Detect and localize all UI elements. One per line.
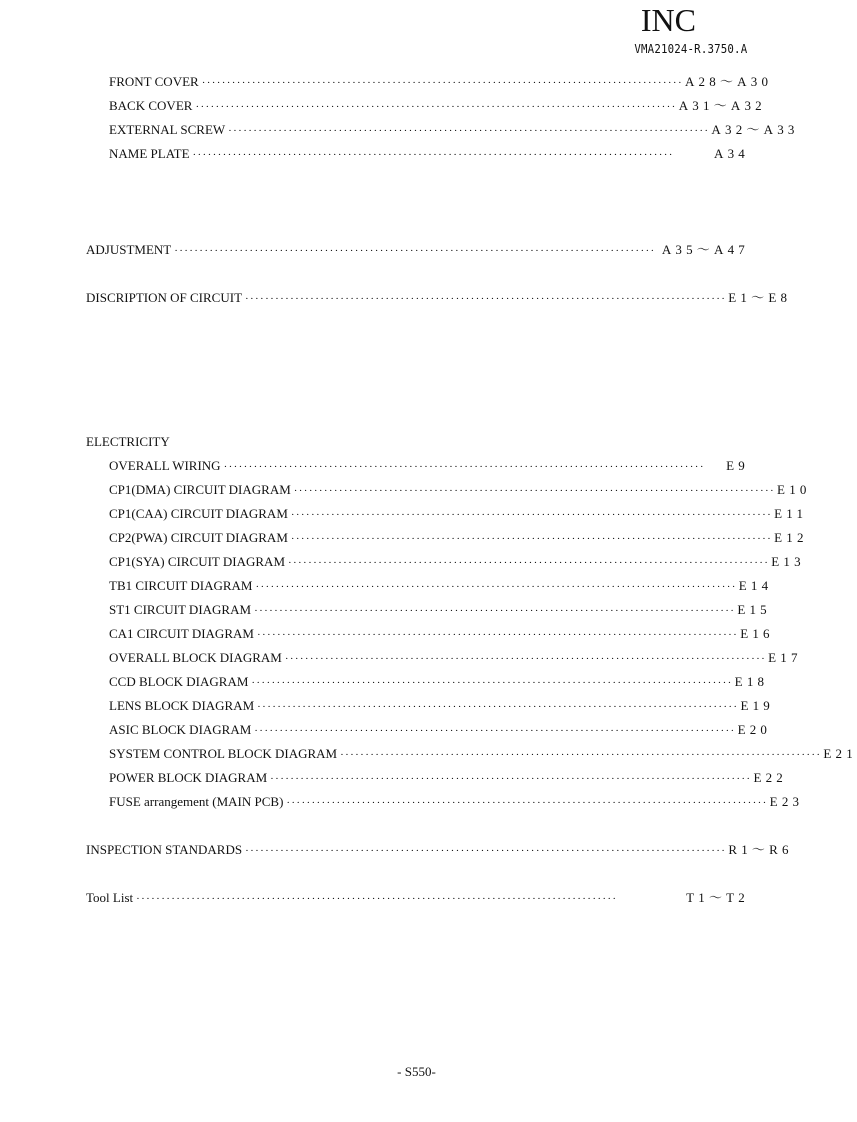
toc-entry[interactable]	[109, 792, 804, 812]
toc-leader-dots: ································································································	[245, 293, 727, 305]
toc-entry-page: E23	[769, 794, 804, 809]
toc-entry-label: SYSTEM CONTROL BLOCK DIAGRAM	[109, 746, 338, 761]
toc-leader-dots: ································································································	[340, 749, 822, 761]
toc-entry-label: CP2(PWA) CIRCUIT DIAGRAM	[109, 530, 288, 545]
toc-entry[interactable]	[109, 768, 787, 788]
toc-entry[interactable]	[109, 624, 774, 644]
toc-entry-page: E21	[823, 746, 857, 761]
toc-leader-dots: ································································································	[245, 845, 727, 857]
toc-entry[interactable]	[109, 648, 802, 668]
toc-entry-page: R1～R6	[728, 842, 793, 857]
toc-entry[interactable]	[109, 144, 749, 164]
toc-entry-page: E19	[740, 698, 774, 713]
toc-entry-label: CCD BLOCK DIAGRAM	[109, 674, 249, 689]
toc-entry-label: FUSE arrangement (MAIN PCB)	[109, 794, 284, 809]
toc-entry[interactable]	[109, 480, 811, 500]
toc-entry-page: A35～A47	[661, 242, 749, 257]
toc-entry-label: CP1(CAA) CIRCUIT DIAGRAM	[109, 506, 288, 521]
toc-entry[interactable]	[109, 696, 774, 716]
toc-entry-label: CA1 CIRCUIT DIAGRAM	[109, 626, 254, 641]
toc-entry-page: E11	[774, 506, 808, 521]
toc-entry-label: LENS BLOCK DIAGRAM	[109, 698, 255, 713]
toc-leader-dots: ································································································	[195, 101, 677, 113]
toc-leader-dots: ································································································	[136, 893, 618, 905]
toc-entry[interactable]	[109, 96, 766, 116]
toc-entry-page: E12	[774, 530, 808, 545]
toc-entry-page: A31～A32	[678, 98, 766, 113]
toc-leader-dots: ································································································	[228, 125, 710, 137]
toc-entry-page: E15	[737, 602, 771, 617]
toc-leader-dots: ································································································	[255, 581, 737, 593]
toc-leader-dots: ································································································	[256, 629, 739, 641]
toc-entry[interactable]	[109, 720, 772, 740]
toc-entry-page: A34	[714, 146, 749, 161]
toc-entry-label: Tool List	[86, 890, 134, 905]
toc-leader-dots: ································································································	[192, 149, 674, 161]
toc-entry[interactable]	[109, 672, 769, 692]
toc-entry-label: POWER BLOCK DIAGRAM	[109, 770, 268, 785]
toc-entry[interactable]	[109, 504, 808, 524]
toc-entry-adjustment[interactable]	[86, 240, 749, 260]
toc-entry-page: E20	[737, 722, 772, 737]
toc-leader-dots: ································································································	[174, 245, 656, 257]
toc-entry-label: DISCRIPTION OF CIRCUIT	[86, 290, 243, 305]
toc-entry-label: ST1 CIRCUIT DIAGRAM	[109, 602, 252, 617]
toc-leader-dots: ································································································	[290, 533, 773, 545]
toc-entry-page: E16	[740, 626, 774, 641]
header-company: INC	[640, 2, 696, 38]
toc-entry-page: E14	[738, 578, 773, 593]
toc-entry-label: FRONT COVER	[109, 74, 199, 89]
toc-entry-label: CP1(DMA) CIRCUIT DIAGRAM	[109, 482, 291, 497]
toc-leader-dots: ································································································	[284, 653, 767, 665]
toc-entry-label: INSPECTION STANDARDS	[86, 842, 243, 857]
toc-entry-page: E22	[753, 770, 787, 785]
toc-leader-dots: ································································································	[288, 557, 770, 569]
toc-entry-label: OVERALL BLOCK DIAGRAM	[109, 650, 282, 665]
toc-entry-page: E1～E8	[728, 290, 792, 305]
toc-entry-label: NAME PLATE	[109, 146, 190, 161]
toc-leader-dots: ································································································	[286, 797, 768, 809]
toc-entry-label: TB1 CIRCUIT DIAGRAM	[109, 578, 253, 593]
header-doc-number: VMA21024-R.3750.A	[634, 41, 747, 56]
toc-leader-dots: ································································································	[270, 773, 752, 785]
section-heading-electricity: ELECTRICITY	[86, 434, 170, 449]
toc-entry[interactable]	[109, 600, 771, 620]
toc-entry[interactable]	[109, 456, 749, 476]
toc-leader-dots: ································································································	[251, 677, 733, 689]
footer	[0, 1064, 793, 1080]
toc-entry-label: OVERALL WIRING	[109, 458, 221, 473]
toc-leader-dots: ································································································	[254, 605, 736, 617]
toc-entry-label: ASIC BLOCK DIAGRAM	[109, 722, 252, 737]
toc-entry[interactable]	[109, 120, 799, 140]
toc-entry-label: BACK COVER	[109, 98, 193, 113]
toc-entry-page: A32～A33	[711, 122, 799, 137]
toc-entry-tool-list[interactable]	[86, 888, 749, 908]
toc-entry-page: E17	[768, 650, 802, 665]
toc-entry-label: ADJUSTMENT	[86, 242, 172, 257]
toc-entry[interactable]	[109, 552, 805, 572]
toc-leader-dots: ································································································	[290, 509, 773, 521]
toc-entry[interactable]	[109, 72, 773, 92]
toc-entry-page: E13	[771, 554, 805, 569]
toc-leader-dots: ································································································	[293, 485, 776, 497]
toc-entry-page: E9	[726, 458, 749, 473]
toc-entry[interactable]	[109, 576, 773, 596]
toc-entry-label: EXTERNAL SCREW	[109, 122, 226, 137]
footer-page-number: - S550-	[397, 1064, 436, 1079]
toc-leader-dots: ································································································	[254, 725, 736, 737]
toc-leader-dots: ································································································	[223, 461, 705, 473]
toc-entry-page: E18	[734, 674, 769, 689]
toc-entry[interactable]	[109, 528, 808, 548]
toc-leader-dots: ································································································	[201, 77, 683, 89]
toc-entry-circuit-description[interactable]	[86, 288, 792, 308]
toc-entry-page: A28～A30	[684, 74, 773, 89]
toc-entry-inspection-standards[interactable]	[86, 840, 793, 860]
toc-leader-dots: ································································································	[257, 701, 739, 713]
toc-entry-label: CP1(SYA) CIRCUIT DIAGRAM	[109, 554, 286, 569]
toc-entry[interactable]	[109, 744, 857, 764]
toc-entry-page: E10	[777, 482, 811, 497]
toc-entry-page: T1～T2	[686, 890, 749, 905]
